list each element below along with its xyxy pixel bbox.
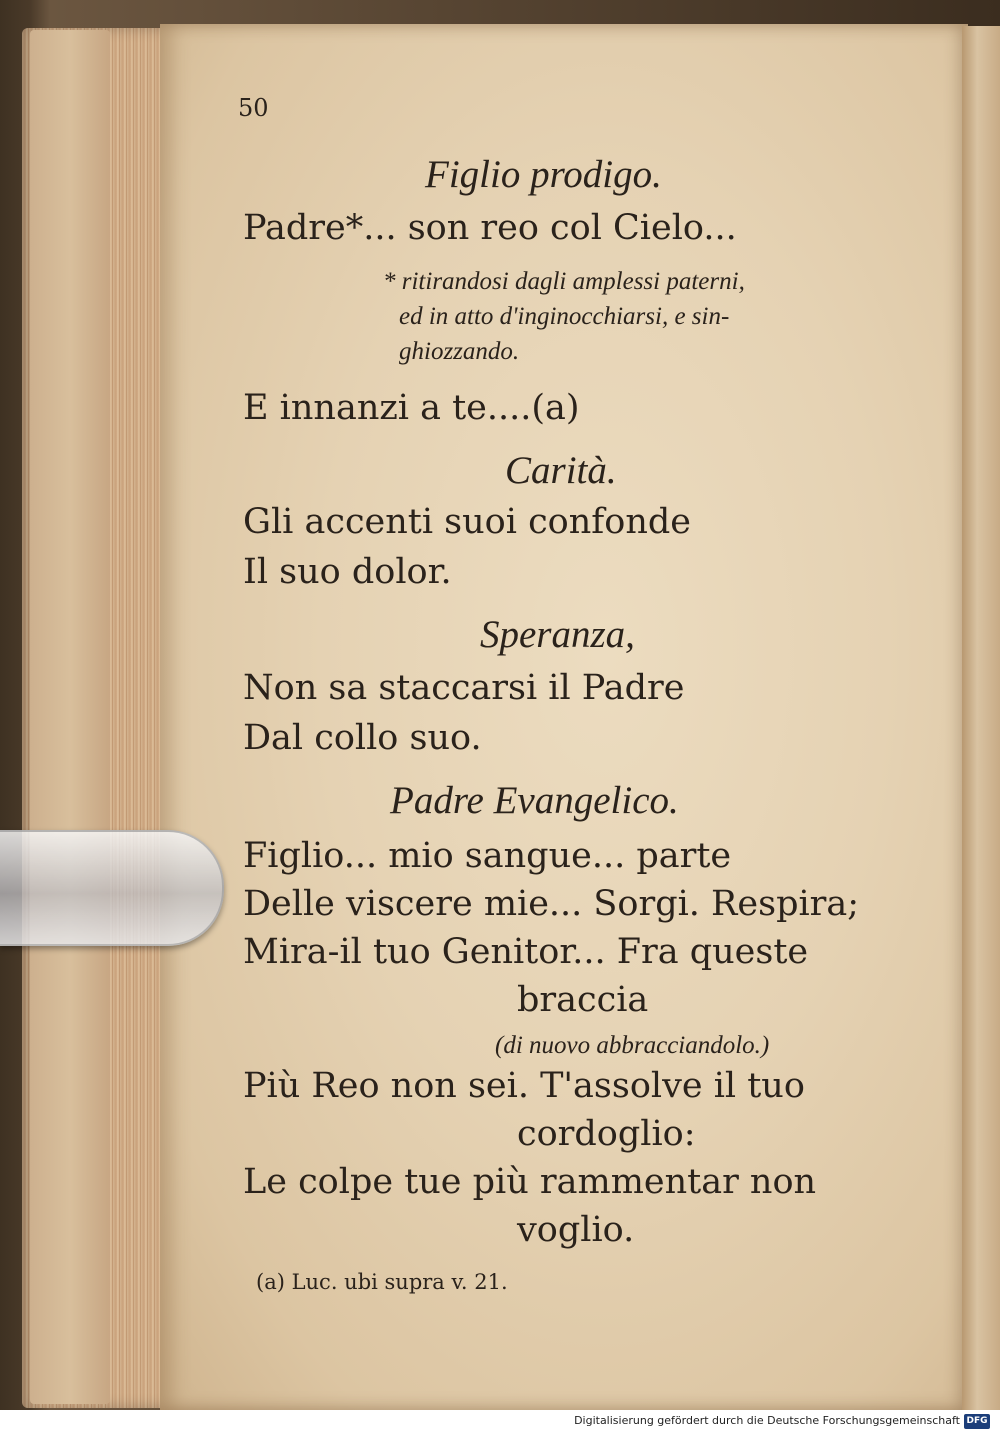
- verse-line: Non sa staccarsi il Padre: [243, 668, 685, 708]
- verse-line: Figlio... mio sangue... parte: [243, 836, 732, 876]
- page-holder-clip: [0, 830, 224, 946]
- verse-line: Padre*... son reo col Cielo...: [243, 208, 737, 248]
- verse-line-continued: braccia: [517, 980, 649, 1020]
- stage-direction: ed in atto d'inginocchiarsi, e sin-: [399, 303, 730, 330]
- page-stack-top: [30, 30, 110, 1404]
- footer-bar: [0, 1410, 1000, 1434]
- speaker-carita: Carità.: [505, 449, 617, 492]
- speaker-padre-evangelico: Padre Evangelico.: [390, 779, 679, 822]
- page-number: 50: [238, 94, 269, 122]
- speaker-speranza: Speranza,: [480, 613, 635, 656]
- verse-line: Dal collo suo.: [243, 718, 482, 758]
- stage-direction: * ritirandosi dagli amplessi paterni,: [383, 268, 745, 295]
- verse-line: Gli accenti suoi confonde: [243, 502, 691, 542]
- footnote: (a) Luc. ubi supra v. 21.: [256, 1270, 508, 1294]
- stage-direction: ghiozzando.: [399, 338, 520, 365]
- speaker-figlio: Figlio prodigo.: [425, 153, 662, 196]
- verse-line: Il suo dolor.: [243, 552, 452, 592]
- verse-line: E innanzi a te....(a): [243, 388, 580, 428]
- verse-line-continued: voglio.: [517, 1210, 635, 1250]
- verse-line: Le colpe tue più rammentar non: [243, 1162, 817, 1202]
- dfg-logo: DFG: [964, 1414, 990, 1429]
- stage-direction: (di nuovo abbracciandolo.): [495, 1032, 770, 1059]
- verse-line: Più Reo non sei. T'assolve il tuo: [243, 1066, 805, 1106]
- verse-line: Mira-il tuo Genitor... Fra queste: [243, 932, 809, 972]
- verse-line-continued: cordoglio:: [517, 1114, 696, 1154]
- footer-credit: Digitalisierung gefördert durch die Deutsche Forschungsgemeinschaft: [574, 1414, 960, 1427]
- next-page-edge: [962, 26, 1000, 1410]
- verse-line: Delle viscere mie... Sorgi. Respira;: [243, 884, 860, 924]
